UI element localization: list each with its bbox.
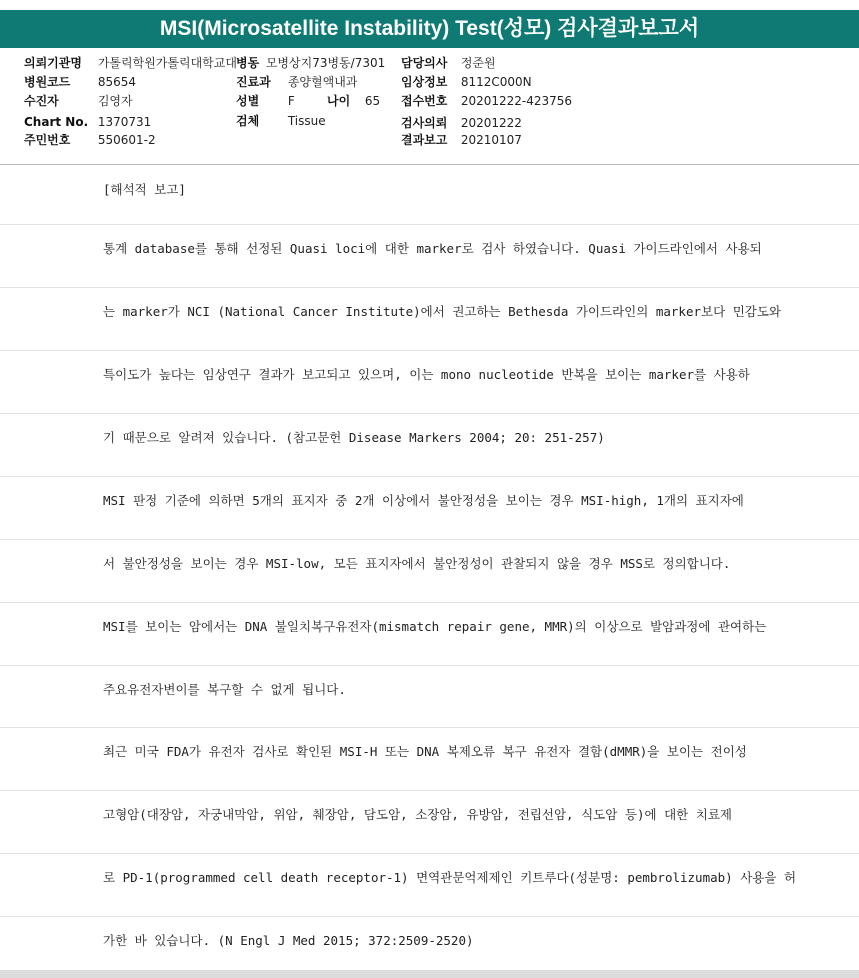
resident-no-value: 550601-2 [97,133,156,147]
patient-info-header [0,48,859,165]
chart-no-field [24,113,151,131]
patient-name-value: 김영자 [97,94,133,108]
report-line [0,224,859,286]
receipt-no-label: 접수번호 [401,94,448,108]
doctor-field [401,54,496,72]
sex-field [236,92,295,110]
sex-value: F [287,94,295,108]
report-line-text: 통계 database를 통해 선정된 Quasi loci에 대한 marker로 검사 하였습니다. Quasi 가이드라인에서 사용되 [103,241,762,256]
hospital-code-label: 병원코드 [24,75,71,89]
department-label: 진료과 [236,75,271,89]
report-line [0,476,859,538]
doctor-label: 담당의사 [401,56,448,70]
age-value: 65 [364,94,381,108]
report-line-text: 특이도가 높다는 임상연구 결과가 보고되고 있으며, 이는 mono nucleotide 반복을 보이는 marker를 사용하 [103,367,750,382]
report-date-label: 결과보고 [401,133,448,147]
report-line-text: 가한 바 있습니다. (N Engl J Med 2015; 372:2509-2520) [103,933,474,948]
report-date-field [401,131,522,149]
report-line [0,287,859,349]
department-field [236,73,357,91]
report-line-text: MSI 판정 기준에 의하면 5개의 표지자 중 2개 이상에서 불안정성을 보이는 경우 MSI-high, 1개의 표지자에 [103,493,744,508]
report-line-text: 는 marker가 NCI (National Cancer Institute)에서 권고하는 Bethesda 가이드라인의 marker보다 민감도와 [103,304,781,319]
report-line [0,853,859,915]
hospital-code-value: 85654 [97,75,137,89]
bottom-divider [0,970,859,978]
report-line [0,413,859,475]
receipt-no-value: 20201222-423756 [460,94,573,108]
report-line [0,665,859,727]
report-line-text: 서 불안정성을 보이는 경우 MSI-low, 모든 표지자에서 불안정성이 관찰되지 않을 경우 MSS로 정의합니다. [103,556,731,571]
clinical-info-value: 8112C000N [460,75,532,89]
request-date-value: 20201222 [460,116,522,130]
request-date-field [401,114,522,132]
hospital-code-field [24,73,136,91]
specimen-field [236,112,326,130]
doctor-value: 정준원 [460,56,496,70]
patient-name-field [24,92,133,110]
resident-no-field [24,131,156,149]
report-body [0,166,859,972]
clinical-info-label: 임상정보 [401,75,448,89]
report-title: MSI(Microsatellite Instability) Test(성모) 검사결과보고서 [0,10,859,48]
age-field [327,92,380,110]
ward-label: 병동 [236,56,260,70]
institution-label: 의뢰기관명 [24,56,82,70]
receipt-no-field [401,92,572,110]
report-line-text: 최근 미국 FDA가 유전자 검사로 확인된 MSI-H 또는 DNA 복제오류 복구 유전자 결함(dMMR)을 보이는 전이성 [103,744,747,759]
report-line-text: 기 때문으로 알려져 있습니다. (참고문헌 Disease Markers 2004; 20: 251-257) [103,430,605,445]
resident-no-label: 주민번호 [24,133,71,147]
report-line [0,727,859,789]
report-line-text: 주요유전자변이를 복구할 수 없게 됩니다. [103,682,346,697]
report-line [0,790,859,852]
report-line [0,602,859,664]
report-line-text: 로 PD-1(programmed cell death receptor-1) 면역관문억제제인 키트루다(성분명: pembrolizumab) 사용을 허 [103,870,797,885]
age-label: 나이 [327,94,351,108]
ward-value: 모병상지73병동/7301 [265,56,386,70]
department-value: 종양혈액내과 [287,75,358,89]
report-line [0,539,859,601]
chart-no-label: Chart No. [24,115,89,129]
request-date-label: 검사의뢰 [401,116,448,130]
chart-no-value: 1370731 [97,115,152,129]
report-date-value: 20210107 [460,133,522,147]
report-line [0,166,859,228]
report-line-text: [해석적 보고] [103,182,186,197]
report-line [0,350,859,412]
report-line [0,916,859,978]
patient-name-label: 수진자 [24,94,59,108]
institution-value: 가톨릭학원가톨릭대학교대 [97,56,237,70]
specimen-value: Tissue [287,114,326,128]
clinical-info-field [401,73,532,91]
specimen-label: 검체 [236,114,260,128]
sex-label: 성별 [236,94,260,108]
ward-field [236,54,385,72]
institution-field [24,54,237,72]
report-line-text: 고형암(대장암, 자궁내막암, 위암, 췌장암, 담도암, 소장암, 유방암, 전립선암, 식도암 등)에 대한 치료제 [103,807,732,822]
report-line-text: MSI를 보이는 암에서는 DNA 불일치복구유전자(mismatch repair gene, MMR)의 이상으로 발암과정에 관여하는 [103,619,767,634]
